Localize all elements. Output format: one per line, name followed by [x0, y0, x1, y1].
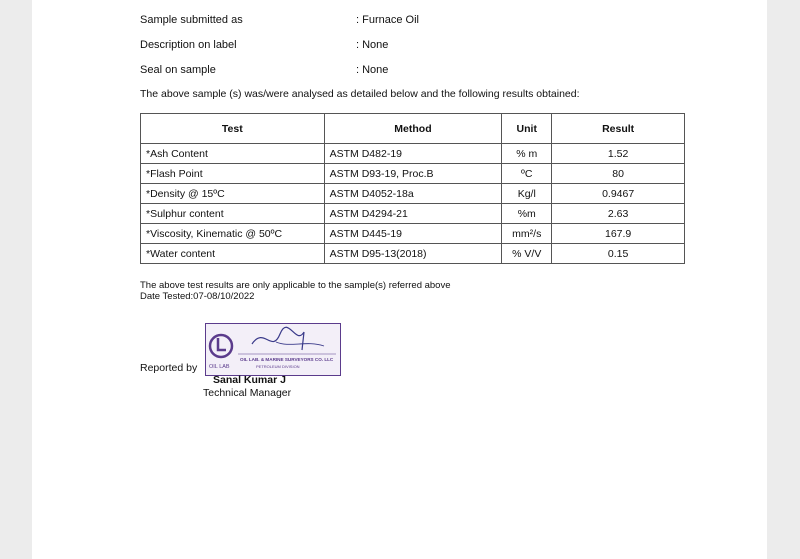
- stamp-logo-letters: OIL LAB: [209, 364, 230, 370]
- method-cell: ASTM D95-13(2018): [324, 244, 502, 264]
- seal-label: Seal on sample: [140, 64, 216, 76]
- description-value: : None: [356, 39, 389, 51]
- column-header-test: Test: [141, 114, 325, 144]
- unit-cell: Kg/l: [502, 184, 552, 204]
- stamp-logo-ring: [210, 335, 232, 357]
- table-row: [141, 244, 685, 264]
- test-cell: *Sulphur content: [141, 204, 325, 224]
- company-stamp: [205, 323, 341, 376]
- table-row: [141, 164, 685, 184]
- test-cell: *Viscosity, Kinematic @ 50ºC: [141, 224, 325, 244]
- method-cell: ASTM D4052-18a: [324, 184, 502, 204]
- result-cell: 1.52: [552, 144, 685, 164]
- method-cell: ASTM D445-19: [324, 224, 502, 244]
- unit-cell: mm²/s: [502, 224, 552, 244]
- result-cell: 0.9467: [552, 184, 685, 204]
- test-cell: *Flash Point: [141, 164, 325, 184]
- sample-submitted-value: : Furnace Oil: [356, 14, 419, 26]
- stamp-company-name: OIL LAB. & MARINE SURVEYORS CO. LLC: [240, 357, 334, 362]
- sample-submitted-label: Sample submitted as: [140, 14, 243, 26]
- company-stamp-graphic: [206, 324, 340, 375]
- result-cell: 2.63: [552, 204, 685, 224]
- unit-cell: % V/V: [502, 244, 552, 264]
- test-cell: *Density @ 15ºC: [141, 184, 325, 204]
- column-header-method: Method: [324, 114, 502, 144]
- unit-cell: ºC: [502, 164, 552, 184]
- table-header-row: [141, 114, 685, 144]
- column-header-result: Result: [552, 114, 685, 144]
- date-tested: Date Tested:07-08/10/2022: [140, 291, 255, 302]
- report-page: [32, 0, 767, 559]
- table-row: [141, 224, 685, 244]
- stamp-logo-mark: [218, 338, 226, 350]
- seal-value: : None: [356, 64, 389, 76]
- signature-scribble: [252, 327, 304, 350]
- unit-cell: % m: [502, 144, 552, 164]
- result-cell: 167.9: [552, 224, 685, 244]
- method-cell: ASTM D93-19, Proc.B: [324, 164, 502, 184]
- unit-cell: %m: [502, 204, 552, 224]
- description-label: Description on label: [140, 39, 237, 51]
- signer-title: Technical Manager: [203, 387, 292, 399]
- signature-underline: [276, 342, 324, 346]
- result-cell: 80: [552, 164, 685, 184]
- table-row: [141, 144, 685, 164]
- method-cell: ASTM D4294-21: [324, 204, 502, 224]
- results-table: [140, 113, 685, 264]
- table-row: [141, 204, 685, 224]
- method-cell: ASTM D482-19: [324, 144, 502, 164]
- table-row: [141, 184, 685, 204]
- column-header-unit: Unit: [502, 114, 552, 144]
- stamp-division: PETROLEUM DIVISION: [256, 364, 300, 369]
- signer-name: Sanal Kumar J: [213, 374, 286, 386]
- result-cell: 0.15: [552, 244, 685, 264]
- test-cell: *Water content: [141, 244, 325, 264]
- test-cell: *Ash Content: [141, 144, 325, 164]
- reported-by-label: Reported by: [140, 362, 198, 374]
- intro-text: The above sample (s) was/were analysed as detailed below and the following results obtained:: [140, 88, 580, 100]
- applicability-note: The above test results are only applicable to the sample(s) referred above: [140, 280, 451, 291]
